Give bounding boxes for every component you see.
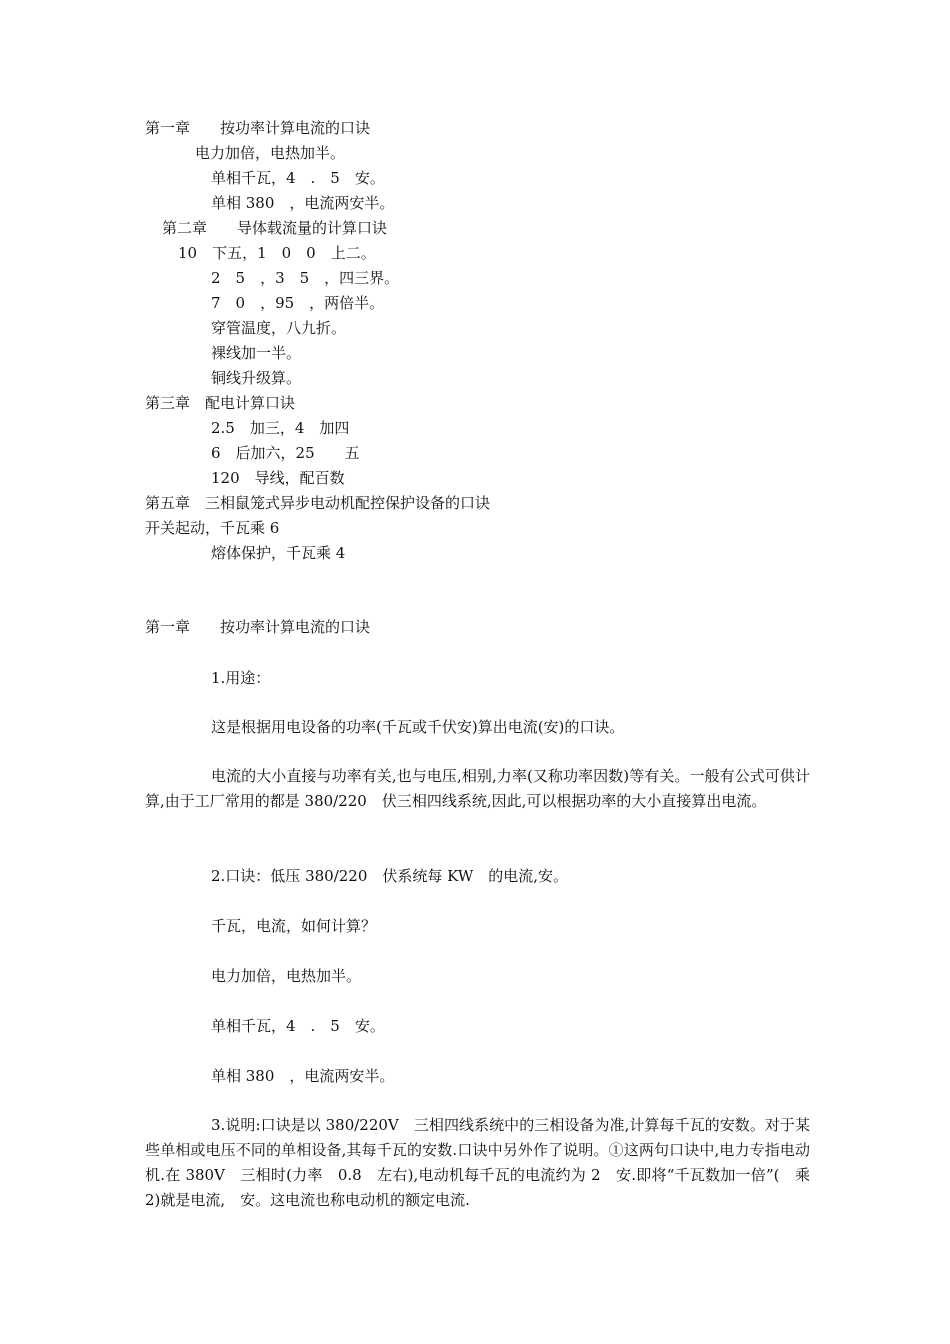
outline-line: 7 0 ，95 ，两倍半。 — [211, 294, 385, 312]
outline-line: 开关起动，千瓦乘 6 — [145, 519, 280, 537]
outline-line: 10 下五，1 0 0 上二。 — [178, 244, 376, 262]
section-heading: 1.用途： — [211, 669, 271, 687]
outline-line: 裸线加一半。 — [211, 344, 302, 362]
outline-line: 第一章 按功率计算电流的口诀 — [145, 119, 371, 137]
section-heading: 2.口诀：低压 380/220 伏系统每 KW 的电流,安。 — [211, 867, 569, 885]
outline-line: 第三章 配电计算口诀 — [145, 394, 296, 412]
outline-line: 2 5 ，3 5 ，四三界。 — [211, 269, 400, 287]
outline-line: 铜线升级算。 — [211, 369, 302, 387]
rhyme-line: 单相千瓦，4 . 5 安。 — [211, 1017, 385, 1035]
outline-line: 穿管温度，八九折。 — [211, 319, 347, 337]
paragraph: 这是根据用电设备的功率(千瓦或千伏安)算出电流(安)的口诀。 — [211, 718, 625, 736]
outline-line: 单相千瓦，4 . 5 安。 — [211, 169, 385, 187]
outline-line: 第二章 导体载流量的计算口诀 — [162, 219, 388, 237]
rhyme-line: 电力加倍，电热加半。 — [211, 967, 362, 985]
outline-line: 6 后加六，25 五 — [211, 444, 360, 462]
outline-line: 电力加倍，电热加半。 — [195, 144, 346, 162]
rhyme-line: 千瓦，电流，如何计算？ — [211, 917, 377, 935]
outline-line: 120 导线，配百数 — [211, 469, 345, 487]
paragraph: 3.说明:口诀是以 380/220V 三相四线系统中的三相设备为准,计算每千瓦的安数。对于某些单相或电压不同的单相设备,其每千瓦的安数.口诀中另外作了说明。①这两句口诀中,电力专指电动机.在 380V 三相时(力率 0.8 左右),电动机每千瓦的电流约为 2 安.即将“千瓦数加一倍”( 乘 2)就是电流, 安。这电流也称电动机的额定电流. — [145, 1116, 815, 1209]
chapter-title: 第一章 按功率计算电流的口诀 — [145, 618, 371, 636]
outline-line: 第五章 三相鼠笼式异步电动机配控保护设备的口诀 — [145, 494, 491, 512]
paragraph: 电流的大小直接与功率有关,也与电压,相别,力率(又称功率因数)等有关。一般有公式可供计算,由于工厂常用的都是 380/220 伏三相四线系统,因此,可以根据功率的大小直接算出电流。 — [145, 767, 810, 810]
outline-line: 熔体保护，千瓦乘 4 — [211, 544, 346, 562]
outline-line: 2.5 加三，4 加四 — [211, 419, 350, 437]
outline-line: 单相 380 ，电流两安半。 — [211, 194, 395, 212]
rhyme-line: 单相 380 ，电流两安半。 — [211, 1067, 395, 1085]
